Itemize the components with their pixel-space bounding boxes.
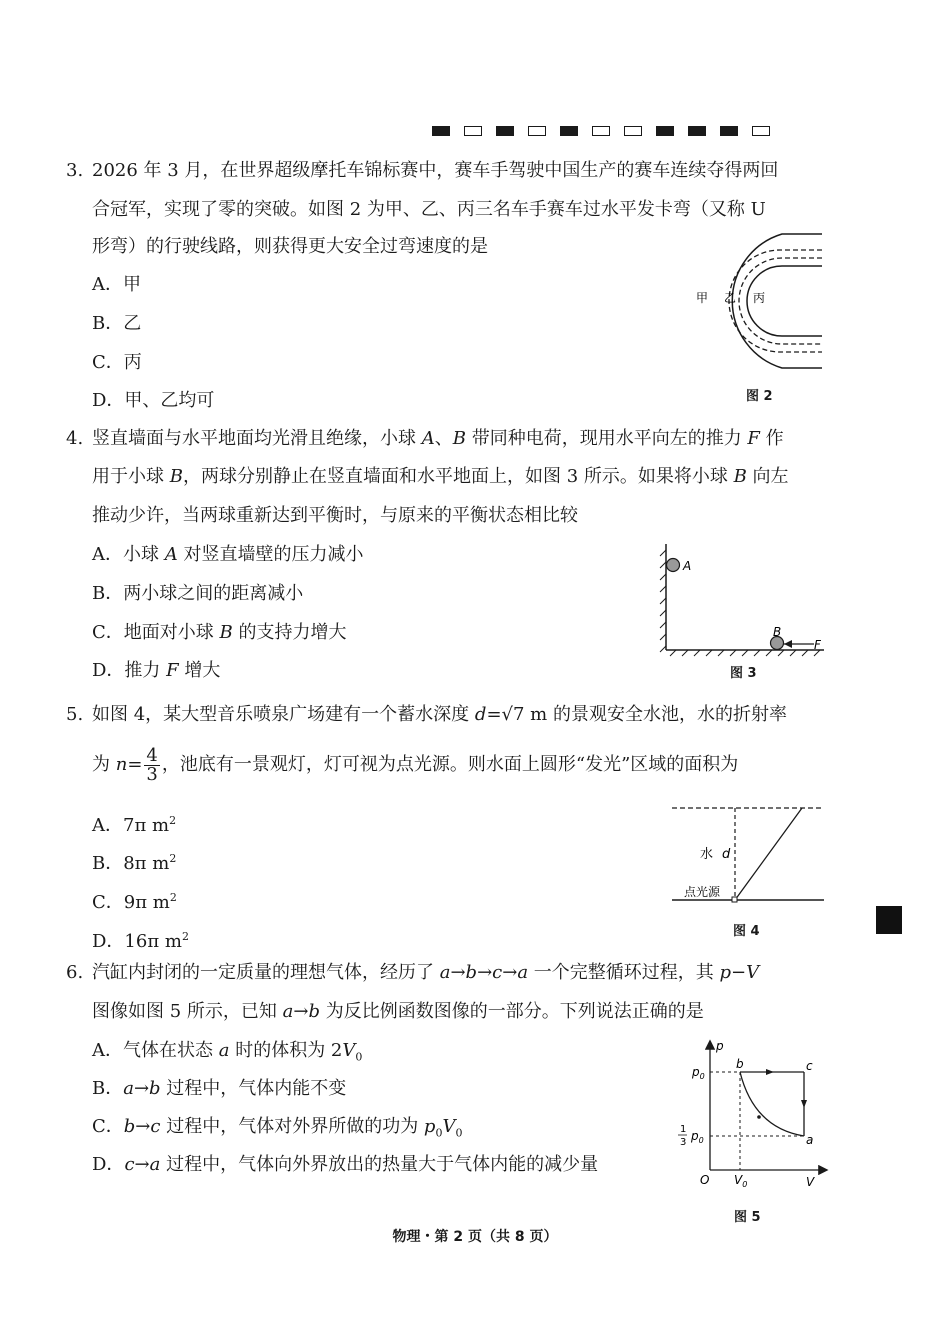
figure-4-caption: 图 4: [733, 924, 760, 939]
q5-stem-line1: 如图 4，某大型音乐喷泉广场建有一个蓄水深度 d=√7 m 的景观安全水池，水的折射率: [92, 704, 787, 725]
tick-third-p0: $p_0$: [691, 1129, 704, 1145]
tick-p0: $p_0$: [692, 1065, 705, 1081]
q5-option-c: C．9π $m^2$: [92, 891, 177, 913]
label-water: 水: [700, 847, 714, 862]
origin-label: O: [700, 1173, 710, 1187]
point-b-label: b: [736, 1057, 744, 1071]
q5-option-a: A．7π $m^2$: [92, 814, 177, 836]
q3-option-a: A．甲: [92, 274, 141, 295]
point-c-label: c: [806, 1059, 813, 1073]
axis-v-label: V: [806, 1175, 815, 1189]
label-jia: 甲: [696, 291, 709, 305]
q6-stem-line1: 汽缸内封闭的一定质量的理想气体，经历了 a→b→c→a 一个完整循环过程，其 p−V: [92, 962, 760, 983]
q4-number: 4.: [66, 428, 84, 449]
q4-stem-line2: 用于小球 B，两球分别静止在竖直墙面和水平地面上，如图 3 所示。如果将小球 B 向左: [92, 466, 789, 487]
q3-stem-line1: 2026 年 3 月，在世界超级摩托车锦标赛中，赛车手驾驶中国生产的赛车连续夺得两回: [92, 160, 779, 181]
tick-third-num: 1: [680, 1124, 687, 1135]
q6-option-c: C．b→c 过程中，气体对外界所做的功为 $p_0V_0$: [92, 1116, 463, 1140]
mark-filled: [720, 126, 738, 136]
fraction-4-3: $\frac{4}{3}$: [146, 744, 158, 785]
q6-option-d: D．c→a 过程中，气体向外界放出的热量大于气体内能的减少量: [92, 1154, 599, 1175]
mark-filled: [688, 126, 706, 136]
line-yi: [739, 258, 822, 344]
label-a: A: [683, 559, 692, 573]
figure-4-pool: [666, 800, 830, 910]
q3-stem-line2: 合冠军，实现了零的突破。如图 2 为甲、乙、丙三名车手赛车过水平发卡弯（又称 U: [92, 199, 766, 220]
q4-option-c: C．地面对小球 B 的支持力增大: [92, 622, 347, 643]
label-yi: 乙: [724, 291, 737, 305]
axis-p-label: p: [716, 1039, 724, 1053]
q4-stem-line1: 竖直墙面与水平地面均光滑且绝缘，小球 A、B 带同种电荷，现用水平向左的推力 F 作: [92, 428, 784, 449]
figure-5-caption: 图 5: [734, 1210, 761, 1225]
q5-option-d: D．16π $m^2$: [92, 930, 189, 952]
ground-hatching: [670, 650, 820, 656]
mark-empty: [752, 126, 770, 136]
q6-option-a: A．气体在状态 a 时的体积为 $2V_0$: [92, 1040, 363, 1064]
label-d: d: [722, 847, 731, 862]
q3-option-c: C．丙: [92, 352, 142, 373]
q4-stem-line3: 推动少许，当两球重新达到平衡时，与原来的平衡状态相比较: [92, 505, 578, 526]
point-a-label: a: [806, 1133, 814, 1147]
q5-option-b: B．8π $m^2$: [92, 852, 177, 874]
figure-2-caption: 图 2: [746, 389, 773, 404]
figure-2-u-turn: [690, 228, 830, 378]
q6-stem-line2: 图像如图 5 所示，已知 a→b 为反比例函数图像的一部分。下列说法正确的是: [92, 1001, 704, 1022]
registration-marks: [432, 126, 770, 136]
q3-number: 3.: [66, 160, 84, 181]
q5-number: 5.: [66, 704, 84, 725]
mark-filled: [560, 126, 578, 136]
figure-3-caption: 图 3: [730, 666, 757, 681]
mark-empty: [624, 126, 642, 136]
q4-option-a: A．小球 A 对竖直墙壁的压力减小: [92, 544, 364, 565]
q6-number: 6.: [66, 962, 84, 983]
q3-stem-line3: 形弯）的行驶线路，则获得更大安全过弯速度的是: [92, 236, 488, 257]
wall-hatching: [660, 550, 666, 652]
mark-filled: [432, 126, 450, 136]
tick-third-den: 3: [680, 1137, 687, 1148]
ball-a: [667, 559, 680, 572]
q6-option-b: B．a→b 过程中，气体内能不变: [92, 1078, 347, 1099]
light-ray: [735, 808, 802, 900]
q4-option-b: B．两小球之间的距离减小: [92, 583, 304, 604]
q5-stem-line2: 为 n= $\frac{4}{3}$ ，池底有一景观灯，灯可视为点光源。则水面上圆形“发光”区域的面积为: [92, 744, 739, 785]
page-footer: 物理・第 2 页（共 8 页）: [392, 1229, 558, 1245]
track-outer-boundary: [732, 234, 822, 368]
mark-empty: [464, 126, 482, 136]
arrow-c-a: [801, 1100, 807, 1108]
curve-a-b: [740, 1072, 804, 1136]
label-b: B: [773, 625, 782, 639]
force-f-arrowhead: [784, 640, 792, 648]
arrow-b-c: [766, 1069, 774, 1075]
q3-option-b: B．乙: [92, 313, 142, 334]
figure-3-wall-balls: [656, 540, 830, 660]
q4-option-d: D．推力 F 增大: [92, 660, 221, 681]
point-source-icon: [732, 897, 737, 902]
label-point-source: 点光源: [684, 885, 721, 899]
mark-empty: [528, 126, 546, 136]
label-bing: 丙: [753, 291, 766, 305]
q3-option-d: D．甲、乙均可: [92, 390, 215, 411]
mark-filled: [656, 126, 674, 136]
tick-v0: $V_0$: [734, 1173, 748, 1189]
mark-empty: [592, 126, 610, 136]
side-registration-mark: [876, 906, 902, 934]
label-f: F: [814, 638, 821, 652]
mark-filled: [496, 126, 514, 136]
arrow-a-b: [757, 1115, 761, 1119]
figure-5-pv-graph: [670, 1036, 832, 1190]
